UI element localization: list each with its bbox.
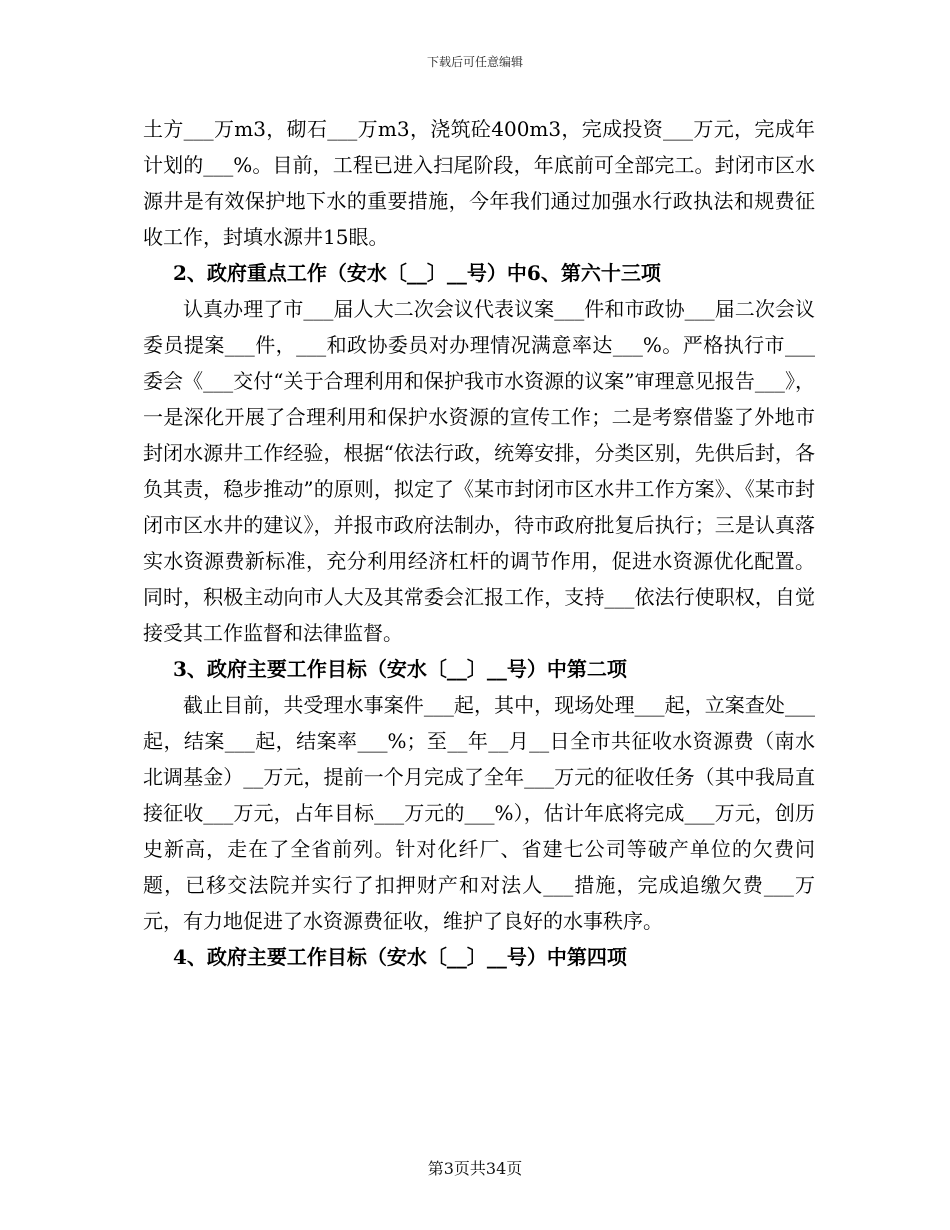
page-footer: 第3页共34页 xyxy=(427,1159,523,1178)
section-heading-4: 4、政府主要工作目标（安水〔__〕__号）中第四项 xyxy=(173,945,627,969)
paragraph-section-2: 认真办理了市___届人大二次会议代表议案___件和市政协___届二次会议委员提案___件，___和政协委员对办理情况满意率达___%。严格执行市___委会《___交付“关于合理利用和保护我市水资源的议案”审理意见报告___》，一是深化开展了合理利用和保护水资源的宣传工作；二是考察借鉴了外地市封闭水源井工作经验，根据“依法行政，统筹安排，分类区别，先供后封，各负其责，稳步推动”的原则，拟定了《某市封闭市区水井工作方案》、《某市封闭市区水井的建议》，并报市政府法制办，待市政府批复后执行；三是认真落实水资源费新标准，充分利用经济杠杆的调节作用，促进水资源优化配置。同时，积极主动向市人大及其常委会汇报工作，支持___依法行使职权，自觉接受其工作监督和法律监督。 xyxy=(143,297,815,645)
paragraph-continued: 土方___万m3，砌石___万m3，浇筑砼400m3，完成投资___万元，完成年计划的___%。目前，工程已进入扫尾阶段，年底前可全部完工。封闭市区水源井是有效保护地下水的重要措施，今年我们通过加强水行政执法和规费征收工作，封填水源井15眼。 xyxy=(143,117,815,249)
page-header: 下载后可任意编辑 xyxy=(426,55,523,69)
paragraph-section-3: 截止目前，共受理水事案件___起，其中，现场处理___起，立案查处___起，结案___起，结案率___%；至__年__月__日全市共征收水资源费（南水北调基金）__万元，提前一个月完成了全年___万元的征收任务（其中我局直接征收___万元，占年目标___万元的___%），估计年底将完成___万元，创历史新高，走在了全省前列。针对化纤厂、省建七公司等破产单位的欠费问题，已移交法院并实行了扣押财产和对法人___措施，完成追缴欠费___万元，有力地促进了水资源费征收，维护了良好的水事秩序。 xyxy=(143,693,815,933)
section-heading-2: 2、政府重点工作（安水〔__〕__号）中6、第六十三项 xyxy=(173,261,661,285)
section-heading-3: 3、政府主要工作目标（安水〔__〕__号）中第二项 xyxy=(173,657,627,681)
document-body xyxy=(143,111,815,975)
